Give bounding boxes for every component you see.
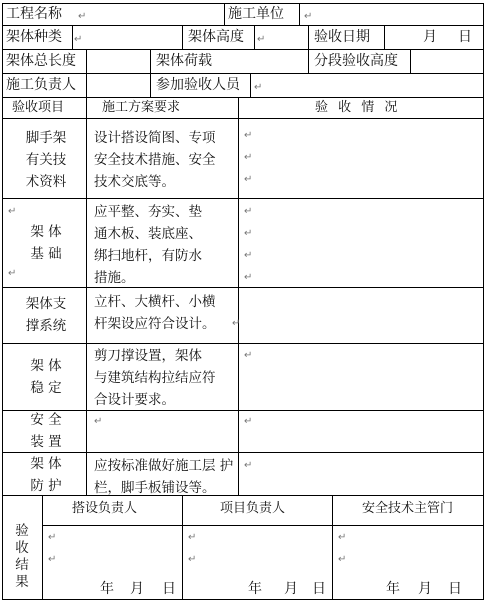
paragraph-mark: ↵ bbox=[48, 532, 57, 543]
row-item-support bbox=[10, 293, 82, 337]
paragraph-mark: ↵ bbox=[244, 272, 253, 283]
rule bbox=[2, 118, 484, 119]
acceptance-date-label: 验收日期 bbox=[314, 29, 370, 45]
safety-head-month: 月 bbox=[418, 581, 432, 597]
requirement-line: 栏，脚手板铺设等。 bbox=[94, 480, 216, 496]
item-line: 架体支 bbox=[25, 296, 67, 312]
paragraph-mark: ↵ bbox=[338, 532, 347, 543]
result-label-char: 结 bbox=[15, 557, 29, 573]
paragraph-mark: ↵ bbox=[8, 206, 17, 217]
project-lead-month: 月 bbox=[284, 581, 298, 597]
safety-head-day: 日 bbox=[448, 581, 462, 597]
row-requirement-support bbox=[94, 291, 216, 335]
rule bbox=[182, 495, 183, 599]
rule bbox=[308, 25, 309, 49]
rule bbox=[86, 97, 87, 495]
requirement-line: 安全技术措施、安全 bbox=[94, 152, 216, 168]
result-label bbox=[8, 523, 36, 591]
rule bbox=[332, 495, 333, 599]
item-line: 架 体 bbox=[30, 456, 62, 472]
erector-label: 搭设负责人 bbox=[72, 501, 138, 516]
item-line: 架 体 bbox=[30, 358, 62, 374]
requirement-line: 剪刀撑设置，架体 bbox=[94, 348, 202, 364]
project-name-label: 工程名称 bbox=[6, 6, 62, 22]
item-line: 脚手架 bbox=[25, 130, 67, 146]
paragraph-mark: ↵ bbox=[74, 34, 83, 45]
rule bbox=[308, 49, 309, 73]
requirement-line: 合设计要求。 bbox=[94, 392, 175, 408]
requirement-line: 设计搭设简图、专项 bbox=[94, 130, 216, 146]
result-label-char: 果 bbox=[15, 574, 29, 590]
row-item-docs bbox=[10, 127, 82, 193]
project-lead-day: 日 bbox=[312, 581, 326, 597]
column-header-item: 验收项目 bbox=[12, 100, 65, 115]
paragraph-mark: ↵ bbox=[188, 554, 197, 565]
paragraph-mark: ↵ bbox=[257, 34, 266, 45]
item-line: 装 置 bbox=[30, 434, 62, 450]
row-item-protection bbox=[10, 453, 82, 497]
rule bbox=[182, 25, 183, 49]
item-line: 术资料 bbox=[25, 174, 67, 190]
rule bbox=[2, 599, 484, 600]
requirement-line: 应按标准做好施工层 护 bbox=[94, 458, 234, 474]
scaffold-load-label: 架体荷载 bbox=[156, 53, 212, 69]
rule bbox=[254, 25, 255, 49]
paragraph-mark: ↵ bbox=[244, 152, 253, 163]
item-line: 架 体 bbox=[30, 224, 62, 240]
rule bbox=[483, 3, 484, 600]
month-label: 月 bbox=[423, 29, 437, 45]
paragraph-mark: ↵ bbox=[338, 554, 347, 565]
rule bbox=[86, 49, 87, 73]
rule bbox=[2, 3, 3, 600]
segment-height-label: 分段验收高度 bbox=[314, 53, 398, 69]
rule bbox=[410, 49, 411, 73]
paragraph-mark: ↵ bbox=[304, 11, 313, 22]
rule bbox=[42, 525, 484, 526]
paragraph-mark: ↵ bbox=[244, 206, 253, 217]
rule bbox=[238, 97, 239, 495]
rule bbox=[299, 3, 300, 25]
rule bbox=[2, 287, 484, 288]
safety-head-year: 年 bbox=[386, 581, 400, 597]
rule bbox=[384, 25, 385, 49]
rule bbox=[86, 73, 87, 97]
rule bbox=[2, 343, 484, 344]
erector-year: 年 bbox=[100, 581, 114, 597]
paragraph-mark: ↵ bbox=[94, 416, 103, 427]
row-requirement-docs bbox=[94, 127, 216, 193]
day-label: 日 bbox=[458, 29, 472, 45]
rule bbox=[2, 73, 484, 74]
row-item-foundation bbox=[10, 221, 82, 265]
paragraph-mark: ↵ bbox=[232, 318, 241, 329]
column-header-requirement: 施工方案要求 bbox=[102, 100, 181, 115]
result-label-char: 验 bbox=[15, 523, 29, 539]
item-line: 稳 定 bbox=[30, 380, 62, 396]
rule bbox=[2, 97, 484, 98]
scaffold-height-label: 架体高度 bbox=[188, 29, 244, 45]
rule bbox=[42, 495, 43, 599]
rule bbox=[2, 25, 484, 26]
paragraph-mark: ↵ bbox=[244, 416, 253, 427]
row-requirement-foundation bbox=[94, 201, 202, 289]
row-item-stability bbox=[10, 355, 82, 399]
rule bbox=[224, 3, 225, 25]
row-item-safety-device bbox=[10, 409, 82, 453]
paragraph-mark: ↵ bbox=[244, 460, 253, 471]
paragraph-mark: ↵ bbox=[244, 130, 253, 141]
row-requirement-protection bbox=[94, 455, 233, 499]
requirement-line: 措施。 bbox=[94, 270, 135, 286]
requirement-line: 与建筑结构拉结应符 bbox=[94, 370, 216, 386]
item-line: 安 全 bbox=[30, 412, 62, 428]
paragraph-mark: ↵ bbox=[254, 82, 263, 93]
paragraph-mark: ↵ bbox=[244, 350, 253, 361]
erector-day: 日 bbox=[162, 581, 176, 597]
site-manager-label: 施工负责人 bbox=[6, 77, 76, 93]
paragraph-mark: ↵ bbox=[78, 11, 87, 22]
paragraph-mark: ↵ bbox=[188, 532, 197, 543]
paragraph-mark: ↵ bbox=[244, 250, 253, 261]
column-header-status: 验 收 情 况 bbox=[315, 100, 401, 115]
item-line: 基 础 bbox=[30, 246, 62, 262]
requirement-line: 杆架设应符合设计。 bbox=[94, 316, 216, 332]
safety-head-label: 安全技术主管门 bbox=[362, 501, 454, 516]
result-label-char: 收 bbox=[15, 540, 29, 556]
item-line: 撑系统 bbox=[25, 318, 67, 334]
rule bbox=[250, 73, 251, 97]
acceptance-form bbox=[2, 3, 484, 600]
rule bbox=[2, 49, 484, 50]
project-lead-label: 项目负责人 bbox=[220, 501, 286, 516]
item-line: 防 护 bbox=[30, 478, 62, 494]
rule bbox=[150, 49, 151, 73]
paragraph-mark: ↵ bbox=[244, 228, 253, 239]
participants-label: 参加验收人员 bbox=[156, 77, 240, 93]
rule bbox=[72, 25, 73, 49]
construction-unit-label: 施工单位 bbox=[228, 6, 284, 22]
requirement-line: 立杆、大横杆、小横 bbox=[94, 294, 216, 310]
project-lead-year: 年 bbox=[248, 581, 262, 597]
rule bbox=[2, 3, 484, 4]
paragraph-mark: ↵ bbox=[48, 554, 57, 565]
requirement-line: 应平整、夯实、垫 bbox=[94, 204, 202, 220]
total-length-label: 架体总长度 bbox=[6, 53, 76, 69]
scaffold-type-label: 架体种类 bbox=[6, 29, 62, 45]
row-requirement-stability bbox=[94, 345, 216, 411]
requirement-line: 通木板、装底座、 bbox=[94, 226, 202, 242]
rule bbox=[2, 198, 484, 199]
rule bbox=[150, 73, 151, 97]
requirement-line: 绑扫地杆，有防水 bbox=[94, 248, 202, 264]
erector-month: 月 bbox=[130, 581, 144, 597]
requirement-line: 技术交底等。 bbox=[94, 174, 175, 190]
item-line: 有关技 bbox=[25, 152, 67, 168]
paragraph-mark: ↵ bbox=[8, 268, 17, 279]
paragraph-mark: ↵ bbox=[244, 174, 253, 185]
